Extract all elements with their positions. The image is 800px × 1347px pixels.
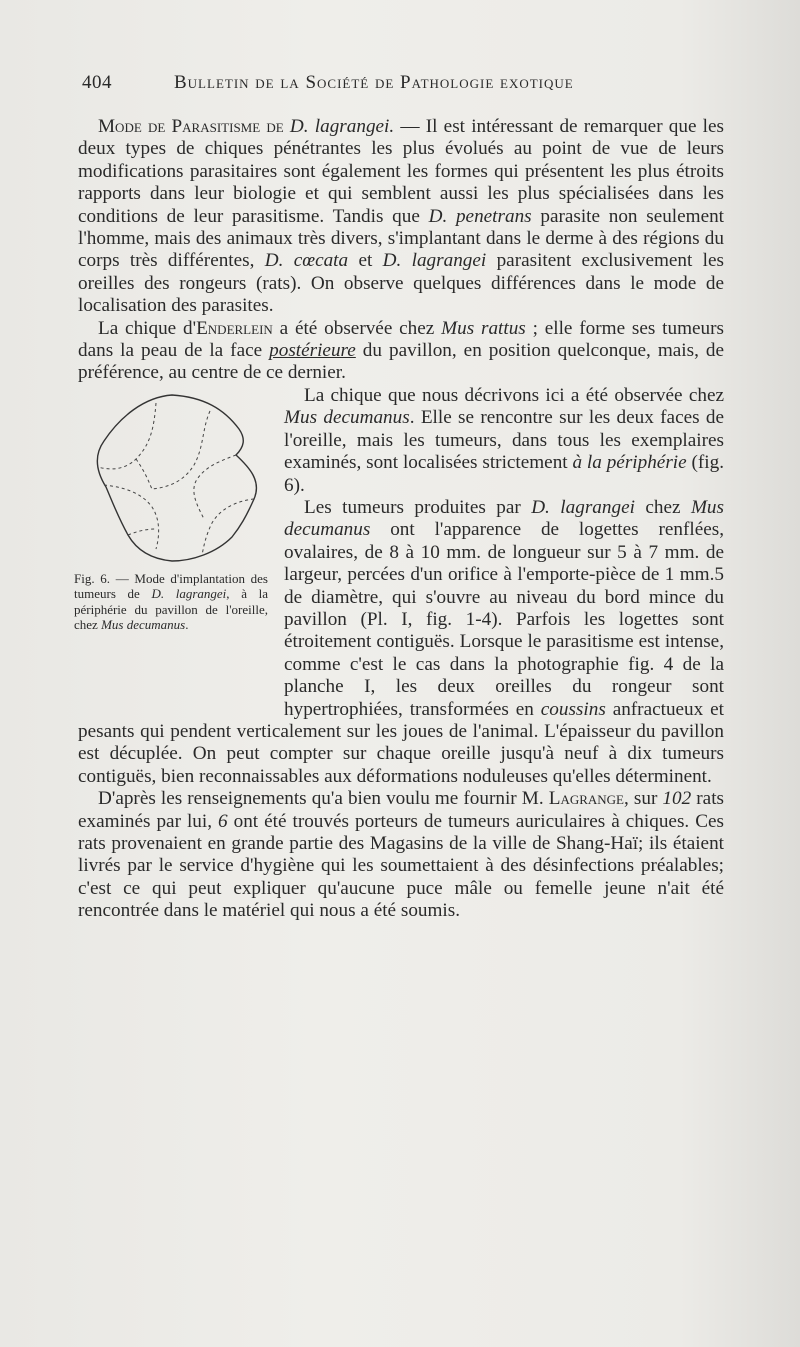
figure-6 — [74, 385, 274, 721]
ear-diagram-icon — [84, 389, 262, 569]
paragraph-enderlein: La chique d'Enderlein a été observée chez Mus rattus ; elle forme ses tumeurs dans la peau de la face postérieure du pavillon, en position quelconque, mais, de préférence, au centre de ce dernier. — [78, 317, 724, 384]
paragraph-lagrange: D'après les renseignements qu'a bien voulu me fournir M. Lagrange, sur 102 rats examinés par lui, 6 ont été trouvés porteurs de tumeurs auriculaires à chiques. Ces rats provenaient en grande partie des Magasins de la ville de Shang-Haï; ils étaient livrés par le service d'hygiène qui les soumettaient à des désinfections préalables; c'est ce qui peut expliquer qu'aucune puce mâle ou femelle jeune n'ait été rencontrée dans le matériel qui nous a été soumis. — [78, 788, 724, 922]
running-title: Bulletin de la Société de Pathologie exotique — [174, 72, 574, 93]
section-heading: Mode de Parasitisme de — [98, 116, 284, 137]
section-heading-species: D. lagrangei. — [289, 116, 395, 137]
author-name: Enderlein — [196, 317, 273, 339]
page-number: 404 — [82, 72, 112, 93]
article-body — [74, 116, 725, 923]
figure-caption: Fig. 6. — Mode d'implantation des tumeurs de D. lagrangei, à la périphérie du pavillon de l'oreille, chez Mus decumanus. — [74, 570, 268, 633]
paragraph-decumanus: La chique que nous décrivons ici a été observée chez Mus decumanus. Elle se rencontre sur les deux faces de l'oreille, mais les tumeurs, dans tous les exemplaires examinés, sont localisées strictement à la périphérie (fig. 6). — [284, 384, 724, 496]
paragraph-mode-parasitisme: Mode de Parasitisme de D. lagrangei. — Il est intéressant de remarquer que les deux types de chiques pénétrantes les plus évolués au point de vue de leurs modifications parasitaires sont également les formes qui présentent les plus étroits rapports dans leur biologie et qui semblent aussi les plus spécialisées dans les conditions de leur parasitisme. Tandis que D. penetrans parasite non seulement l'homme, mais des animaux très divers, s'implantant dans le derme à des régions du corps très différentes, D. cœcata et D. lagrangei parasitent exclusivement les oreilles des rongeurs (rats). On observe quelques différences dans le mode de localisation des parasites. — [78, 116, 725, 317]
author-name: Lagrange — [548, 788, 624, 810]
paragraph-tumeurs: Les tumeurs produites par D. lagrangei chez Mus decumanus ont l'apparence de logettes renflées, ovalaires, de 8 à 10 mm. de longueur sur 5 à 7 mm. de largeur, percées d'un orifice à l'emporte-pièce de 1 mm.5 de diamètre, qui s'ouvre au niveau du bord mince du pavillon (Pl. I, fig. 1-4). Parfois les logettes sont étroitement contiguës. Lorsque le parasitisme est intense, comme c'est le cas dans la photographie fig. 4 de la planche I, les deux oreilles du rongeur sont hypertrophiées, transformées en coussins anfractueux et pesants qui pendent verticalement sur les joues de l'animal. L'épaisseur du pavillon est décuplée. On peut compter sur chaque oreille jusqu'à neuf à dix tumeurs contiguës, bien reconnaissables aux déformations noduleuses qu'elles déterminent. — [78, 496, 724, 787]
